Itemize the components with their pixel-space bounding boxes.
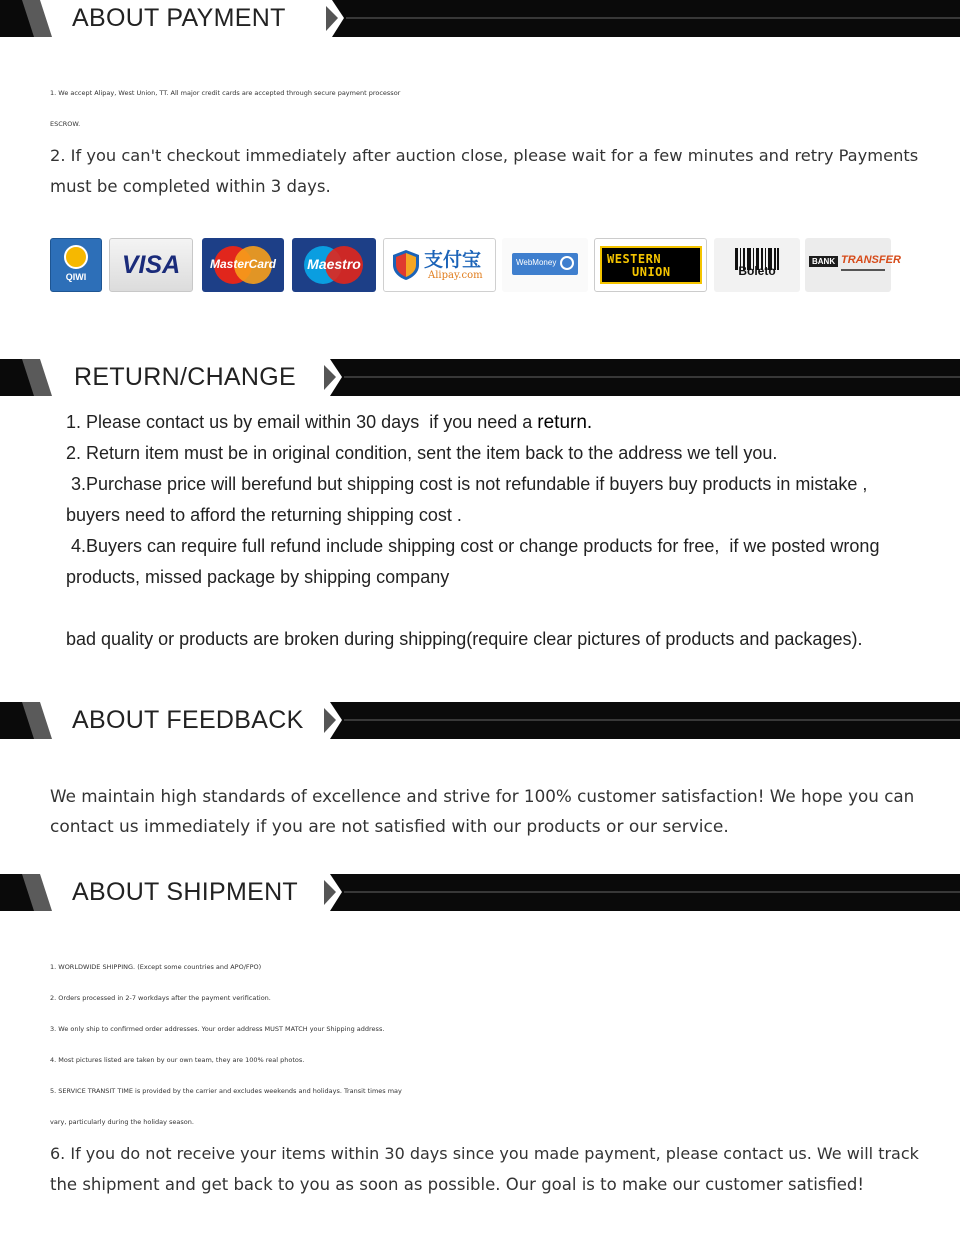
shipment-line-6b: the shipment and get back to you as soon as possible. Our goal is to make our customer satisfied! xyxy=(50,1175,865,1194)
header-bar-decoration xyxy=(316,702,960,739)
boleto-label: Boleto xyxy=(738,264,776,278)
western-label: WESTERN xyxy=(607,252,662,266)
alipay-logo xyxy=(383,238,496,292)
payment-line-1a: 1. We accept Alipay, West Union, TT. All major credit cards are accepted through secure payment processor xyxy=(50,89,401,97)
header-bar-decoration xyxy=(316,359,960,396)
shipment-line-6a: 6. If you do not receive your items within 30 days since you made payment, please contact us. We will track xyxy=(50,1144,919,1163)
alipay-cn-label: 支付宝 xyxy=(424,249,482,271)
payment-title: ABOUT PAYMENT xyxy=(72,4,286,32)
payment-line-2b: must be completed within 3 days. xyxy=(50,177,331,196)
alipay-shield-icon xyxy=(392,249,420,281)
header-tab-decoration xyxy=(0,359,52,396)
header-tab-decoration xyxy=(0,702,52,739)
shipment-line-5b: vary, particularly during the holiday season. xyxy=(50,1118,194,1126)
payment-text xyxy=(50,78,918,202)
shipment-header xyxy=(0,874,960,911)
feedback-line-1: We maintain high standards of excellence and strive for 100% customer satisfaction! We hope you can xyxy=(50,786,915,806)
western-union-logo xyxy=(594,238,707,292)
shipment-title: ABOUT SHIPMENT xyxy=(72,878,298,906)
feedback-text xyxy=(50,781,914,843)
mastercard-label: MasterCard xyxy=(209,257,277,271)
return-blank-line xyxy=(66,593,879,624)
bank-transfer-logo xyxy=(805,238,901,292)
visa-logo xyxy=(109,238,193,292)
shipment-line-3: 3. We only ship to confirmed order addresses. Your order address MUST MATCH your Shipping address. xyxy=(50,1025,385,1033)
payment-line-2a: 2. If you can't checkout immediately after auction close, please wait for a few minutes and retry Payments xyxy=(50,146,919,165)
return-line-3b: buyers need to afford the returning shipping cost . xyxy=(66,505,462,525)
shipment-line-2: 2. Orders processed in 2-7 workdays after the payment verification. xyxy=(50,994,271,1002)
return-line-3a: 3.Purchase price will berefund but shipping cost is not refundable if buyers buy products in mistake , xyxy=(66,474,868,494)
payment-line-1b: ESCROW. xyxy=(50,120,81,128)
return-line-5: bad quality or products are broken during shipping(require clear pictures of products and packages). xyxy=(66,629,863,649)
webmoney-label: WebMoney xyxy=(516,258,557,267)
shipment-text xyxy=(50,952,919,1200)
header-bar-decoration xyxy=(318,0,960,37)
return-title: RETURN/CHANGE xyxy=(74,363,296,391)
qiwi-circle-icon xyxy=(64,245,88,269)
alipay-en-label: Alipay.com xyxy=(428,270,483,281)
return-line-1a: 1. Please contact us by email within 30 days if you need a xyxy=(66,412,538,432)
transfer-label: TRANSFER xyxy=(841,254,901,266)
qiwi-logo xyxy=(50,238,102,292)
qiwi-label: QIWI xyxy=(65,272,87,282)
return-word: return. xyxy=(537,412,593,433)
return-line-4b: products, missed package by shipping company xyxy=(66,567,450,587)
header-tab-decoration xyxy=(0,0,52,37)
visa-label: VISA xyxy=(121,251,181,279)
transfer-underline xyxy=(841,269,885,271)
shipment-line-1: 1. WORLDWIDE SHIPPING. (Except some countries and APO/FPO) xyxy=(50,963,262,971)
webmoney-badge xyxy=(512,253,578,275)
return-line-2: 2. Return item must be in original condition, sent the item back to the address we tell you. xyxy=(66,443,778,463)
boleto-logo xyxy=(714,238,800,292)
maestro-logo xyxy=(292,238,376,292)
union-label: UNION xyxy=(632,265,671,279)
header-bar-decoration xyxy=(316,874,960,911)
western-union-badge xyxy=(600,246,702,284)
shipment-line-4: 4. Most pictures listed are taken by our own team, they are 100% real photos. xyxy=(50,1056,305,1064)
header-tab-decoration xyxy=(0,874,52,911)
return-line-4a: 4.Buyers can require full refund include shipping cost or change products for free, if we posted wrong xyxy=(66,536,880,556)
payment-header xyxy=(0,0,960,37)
return-line-1 xyxy=(66,407,879,438)
bank-label: BANK xyxy=(812,257,836,266)
return-text xyxy=(66,407,879,655)
webmoney-globe-icon xyxy=(560,256,574,270)
bank-badge xyxy=(809,256,838,267)
feedback-title: ABOUT FEEDBACK xyxy=(72,706,304,734)
return-header xyxy=(0,359,960,396)
maestro-label: Maestro xyxy=(307,256,361,272)
payment-methods-row xyxy=(50,238,901,292)
webmoney-logo xyxy=(502,238,588,292)
feedback-header xyxy=(0,702,960,739)
mastercard-logo xyxy=(202,238,284,292)
feedback-line-2: contact us immediately if you are not satisfied with our products or our service. xyxy=(50,817,729,837)
shipment-line-5a: 5. SERVICE TRANSIT TIME is provided by the carrier and excludes weekends and holidays. Transit times may xyxy=(50,1087,402,1095)
